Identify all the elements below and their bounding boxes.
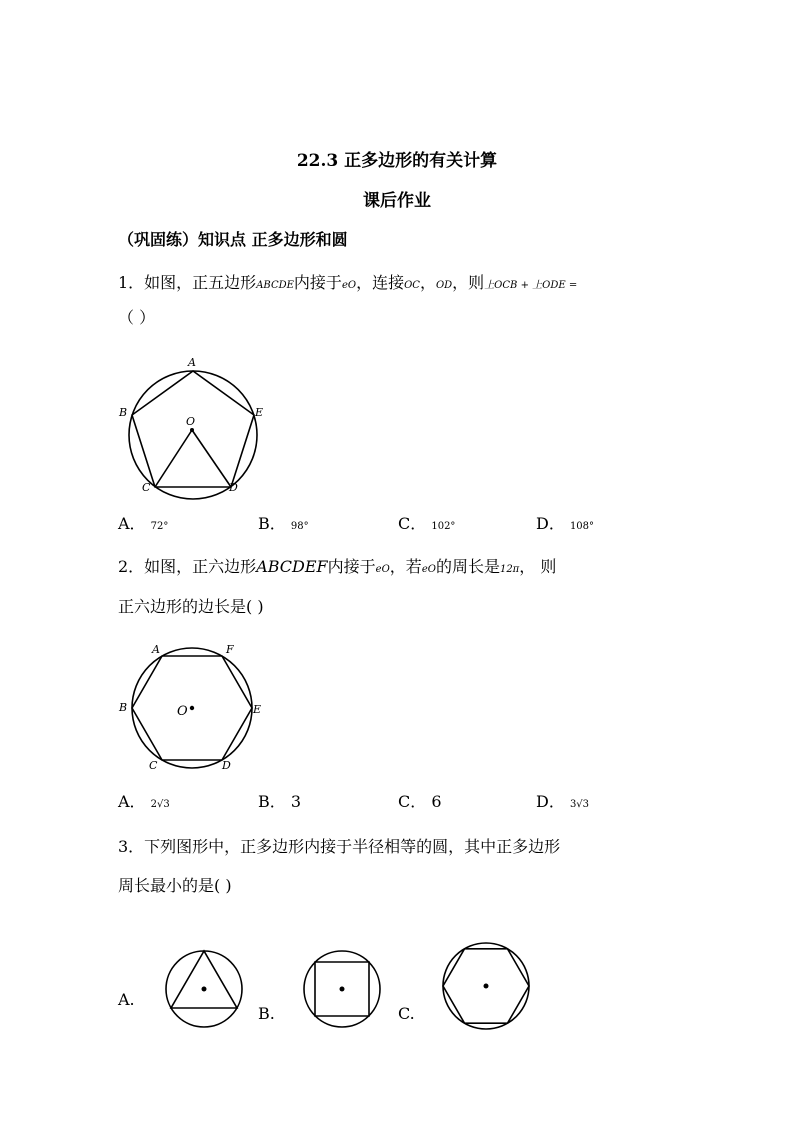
label-f: F [226, 643, 234, 656]
label-e: E [255, 406, 264, 419]
q3-option-a-figure[interactable] [163, 948, 245, 1030]
label-b: B [119, 701, 128, 714]
q3-option-a-label[interactable]: A. [118, 990, 135, 1009]
q3-option-b-label[interactable]: B. [258, 1004, 275, 1023]
question-1-paren: （ ） [118, 308, 156, 327]
question-3-line2: 周长最小的是( ) [118, 876, 232, 895]
q1-option-a[interactable]: A． 72° [118, 514, 169, 533]
q2-option-c[interactable]: C． 6 [398, 792, 442, 811]
circumcircle [129, 371, 257, 499]
question-2-text: 2．如图，正六边形ABCDEF内接于eO，若eO的周长是12π， 则 [118, 557, 557, 576]
center-point [190, 428, 194, 432]
pentagon-figure [112, 350, 282, 500]
question-2-line2: 正六边形的边长是( ) [118, 597, 264, 616]
page-title: 22.3 正多边形的有关计算 [296, 151, 498, 171]
label-o: O [177, 704, 188, 719]
label-d: D [229, 481, 238, 494]
q1-option-c[interactable]: C． 102° [398, 514, 456, 533]
section-heading: （巩固练）知识点 正多边形和圆 [118, 230, 348, 249]
q1-option-b[interactable]: B． 98° [258, 514, 309, 533]
label-c: C [149, 759, 158, 772]
label-d: D [222, 759, 231, 772]
segment-od [192, 430, 231, 487]
center-point [484, 984, 489, 989]
question-1-text: 1．如图，正五边形ABCDE内接于eO，连接OC，OD，则上OCB + 上ODE = [118, 273, 578, 292]
q3-option-c-figure[interactable] [440, 940, 532, 1032]
q3-option-b-figure[interactable] [301, 948, 383, 1030]
label-c: C [142, 481, 151, 494]
label-a: A [152, 643, 160, 656]
segment-oc [155, 430, 192, 487]
q2-option-a[interactable]: A． 2√3 [118, 792, 170, 811]
center-point [202, 987, 207, 992]
center-point [190, 706, 194, 710]
center-point [340, 987, 345, 992]
label-a: A [188, 356, 196, 369]
question-3-line1: 3．下列图形中，正多边形内接于半径相等的圆，其中正多边形 [118, 837, 561, 856]
label-o: O [186, 415, 196, 428]
page-subtitle: 课后作业 [363, 191, 431, 211]
label-b: B [119, 406, 128, 419]
q3-option-c-label[interactable]: C. [398, 1004, 415, 1023]
q2-option-d[interactable]: D． 3√3 [536, 792, 590, 811]
q2-option-b[interactable]: B． 3 [258, 792, 302, 811]
label-e: E [253, 703, 262, 716]
hexagon-figure [112, 638, 282, 778]
q1-option-d[interactable]: D． 108° [536, 514, 595, 533]
